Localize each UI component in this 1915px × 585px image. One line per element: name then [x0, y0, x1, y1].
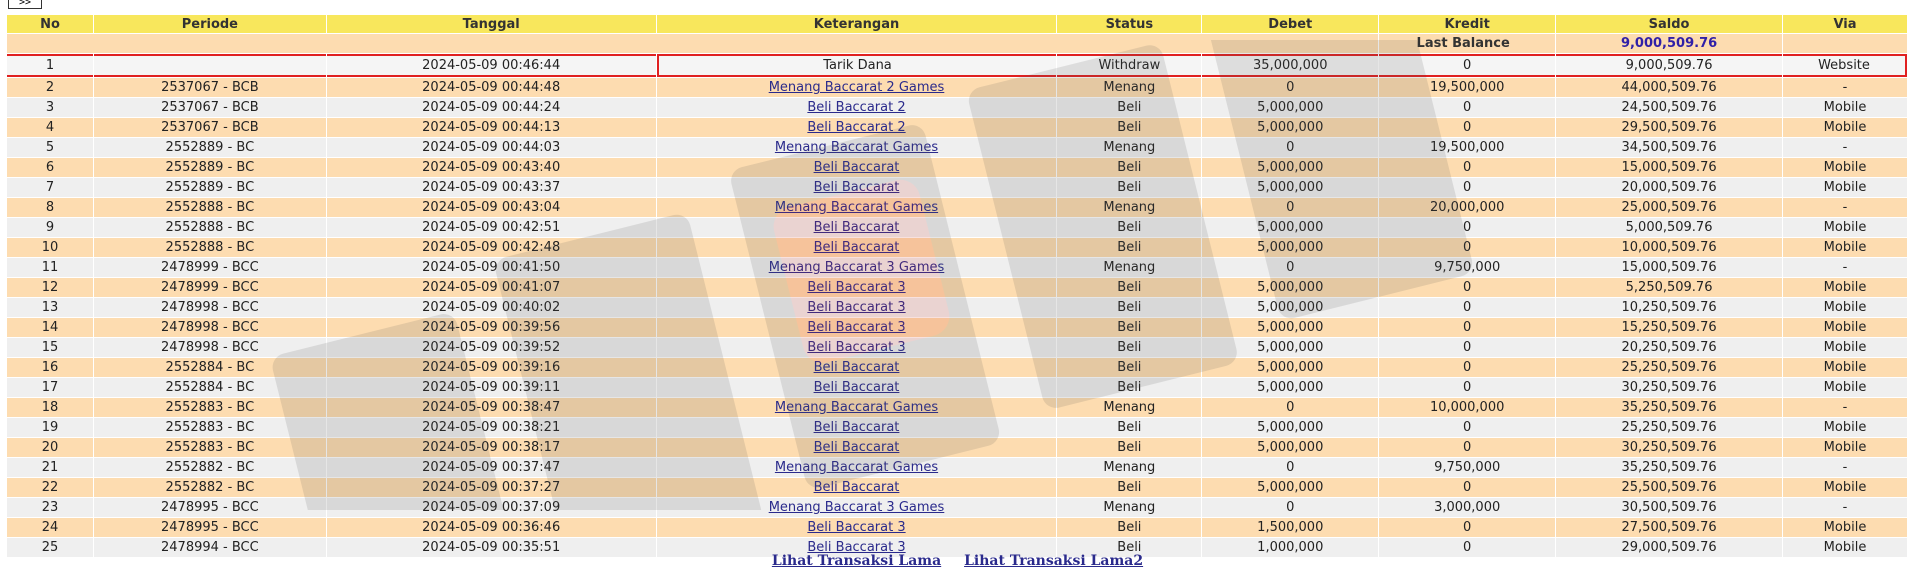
cell-debet: 0 [1202, 398, 1378, 417]
cell-debet: 0 [1202, 198, 1378, 217]
cell-status: Beli [1057, 118, 1201, 137]
cell-saldo: 30,250,509.76 [1556, 438, 1782, 457]
description-link[interactable]: Beli Baccarat 3 [807, 320, 906, 335]
col-header-status: Status [1057, 15, 1201, 33]
description-link[interactable]: Beli Baccarat 2 [807, 100, 906, 115]
cell-tanggal: 2024-05-09 00:43:04 [327, 198, 656, 217]
cell-debet: 5,000,000 [1202, 178, 1378, 197]
cell-tanggal: 2024-05-09 00:42:51 [327, 218, 656, 237]
description-link[interactable]: Menang Baccarat 3 Games [768, 260, 945, 275]
cell-status: Menang [1057, 398, 1201, 417]
cell-kredit: 19,500,000 [1379, 138, 1555, 157]
cell-ket [657, 338, 1057, 357]
cell-saldo: 30,250,509.76 [1556, 378, 1782, 397]
cell-via: Mobile [1783, 298, 1907, 317]
cell-status: Menang [1057, 138, 1201, 157]
col-header-no: No [7, 15, 93, 33]
col-header-saldo: Saldo [1556, 15, 1782, 33]
cell-no: 18 [7, 398, 93, 417]
cell-periode [94, 54, 326, 77]
cell-debet: 5,000,000 [1202, 438, 1378, 457]
cell-debet: 5,000,000 [1202, 118, 1378, 137]
table-row [7, 238, 1907, 257]
cell-saldo: 25,500,509.76 [1556, 478, 1782, 497]
cell-periode: 2478999 - BCC [94, 258, 326, 277]
cell-periode: 2478995 - BCC [94, 518, 326, 537]
cell-no: 25 [7, 538, 93, 557]
cell-debet: 5,000,000 [1202, 218, 1378, 237]
description-link[interactable]: Menang Baccarat Games [774, 460, 939, 475]
transaction-table [6, 14, 1908, 558]
cell-no: 20 [7, 438, 93, 457]
cell-periode: 2552889 - BC [94, 158, 326, 177]
cell-no: 16 [7, 358, 93, 377]
cell-no: 15 [7, 338, 93, 357]
cell-saldo: 9,000,509.76 [1556, 54, 1782, 77]
cell-status: Beli [1057, 338, 1201, 357]
cell-no: 19 [7, 418, 93, 437]
cell-via: Mobile [1783, 358, 1907, 377]
cell-kredit: 0 [1379, 178, 1555, 197]
cell-debet: 5,000,000 [1202, 238, 1378, 257]
cell-saldo: 27,500,509.76 [1556, 518, 1782, 537]
cell-periode: 2478994 - BCC [94, 538, 326, 557]
cell-debet: 0 [1202, 498, 1378, 517]
cell-ket [657, 438, 1057, 457]
cell-debet: 5,000,000 [1202, 318, 1378, 337]
cell-ket [657, 518, 1057, 537]
description-link[interactable]: Beli Baccarat [813, 160, 900, 175]
cell-no: 17 [7, 378, 93, 397]
cell-status: Beli [1057, 438, 1201, 457]
table-row [7, 318, 1907, 337]
cell-kredit: 19,500,000 [1379, 78, 1555, 97]
cell-status: Beli [1057, 178, 1201, 197]
description-link[interactable]: Beli Baccarat [813, 480, 900, 495]
cell-debet: 0 [1202, 78, 1378, 97]
cell-kredit: 0 [1379, 218, 1555, 237]
cell-status: Menang [1057, 258, 1201, 277]
cell-periode: 2552882 - BC [94, 478, 326, 497]
cell-ket [657, 478, 1057, 497]
cell-status: Beli [1057, 358, 1201, 377]
cell-periode: 2552884 - BC [94, 378, 326, 397]
cell-ket [657, 458, 1057, 477]
cell-debet: 5,000,000 [1202, 298, 1378, 317]
cell-saldo: 34,500,509.76 [1556, 138, 1782, 157]
cell-via: Mobile [1783, 278, 1907, 297]
cell-status: Menang [1057, 458, 1201, 477]
cell-no: 24 [7, 518, 93, 537]
cell-status: Beli [1057, 298, 1201, 317]
cell-kredit: 0 [1379, 438, 1555, 457]
cell-saldo: 29,500,509.76 [1556, 118, 1782, 137]
cell-via: Mobile [1783, 118, 1907, 137]
cell-no: 7 [7, 178, 93, 197]
cell-kredit: 0 [1379, 158, 1555, 177]
cell-debet: 0 [1202, 458, 1378, 477]
cell-ket [657, 118, 1057, 137]
cell-kredit: 0 [1379, 418, 1555, 437]
cell-ket [657, 138, 1057, 157]
cell-status: Beli [1057, 538, 1201, 557]
cell-kredit: 0 [1379, 478, 1555, 497]
cell-via: - [1783, 258, 1907, 277]
cell-via: - [1783, 198, 1907, 217]
cell-via: Mobile [1783, 318, 1907, 337]
cell-status: Beli [1057, 518, 1201, 537]
table-row [7, 278, 1907, 297]
cell-debet: 5,000,000 [1202, 378, 1378, 397]
col-header-keterangan: Keterangan [657, 15, 1057, 33]
description-link[interactable]: Beli Baccarat [813, 180, 900, 195]
last-balance-label: Last Balance [1379, 34, 1555, 53]
description-link[interactable]: Menang Baccarat Games [774, 140, 939, 155]
description-link[interactable]: Beli Baccarat 3 [807, 280, 906, 295]
cell-via: Mobile [1783, 178, 1907, 197]
cell-via: Mobile [1783, 338, 1907, 357]
cell-via: Website [1783, 54, 1907, 77]
cell-status: Withdraw [1057, 54, 1201, 77]
description-link[interactable]: Beli Baccarat 3 [807, 340, 906, 355]
cell-no: 23 [7, 498, 93, 517]
cell-ket [657, 418, 1057, 437]
cell-status: Beli [1057, 478, 1201, 497]
cell-status: Beli [1057, 418, 1201, 437]
cell-no: 2 [7, 78, 93, 97]
cell-periode: 2552882 - BC [94, 458, 326, 477]
table-row [7, 198, 1907, 217]
cell-status: Beli [1057, 98, 1201, 117]
cell-ket [657, 218, 1057, 237]
table-row [7, 178, 1907, 197]
col-header-tanggal: Tanggal [327, 15, 656, 33]
description-link[interactable]: Menang Baccarat Games [774, 200, 939, 215]
cell-ket: Tarik Dana [657, 54, 1057, 77]
cell-kredit: 0 [1379, 54, 1555, 77]
cell-ket [657, 178, 1057, 197]
cell-periode: 2478998 - BCC [94, 298, 326, 317]
cell-saldo: 44,000,509.76 [1556, 78, 1782, 97]
cell-ket [657, 298, 1057, 317]
cell-tanggal: 2024-05-09 00:46:44 [327, 54, 656, 77]
cell-saldo: 29,000,509.76 [1556, 538, 1782, 557]
cell-status: Menang [1057, 198, 1201, 217]
cell-saldo: 5,000,509.76 [1556, 218, 1782, 237]
cell-no: 22 [7, 478, 93, 497]
old-transactions-link[interactable]: Lihat Transaksi Lama [771, 553, 942, 569]
cell-tanggal: 2024-05-09 00:37:09 [327, 498, 656, 517]
cell-tanggal: 2024-05-09 00:43:40 [327, 158, 656, 177]
cell-ket [657, 378, 1057, 397]
table-row [7, 338, 1907, 357]
cell-status: Menang [1057, 498, 1201, 517]
cell-kredit: 9,750,000 [1379, 458, 1555, 477]
cell-periode: 2537067 - BCB [94, 118, 326, 137]
cell-via: Mobile [1783, 218, 1907, 237]
cell-debet: 5,000,000 [1202, 158, 1378, 177]
cell-tanggal: 2024-05-09 00:44:13 [327, 118, 656, 137]
cell-no: 1 [7, 54, 93, 77]
cell-tanggal: 2024-05-09 00:37:47 [327, 458, 656, 477]
table-row [7, 98, 1907, 117]
cell-tanggal: 2024-05-09 00:36:46 [327, 518, 656, 537]
cell-no: 5 [7, 138, 93, 157]
cell-kredit: 0 [1379, 538, 1555, 557]
cell-no: 12 [7, 278, 93, 297]
cell-tanggal: 2024-05-09 00:44:48 [327, 78, 656, 97]
cell-kredit: 9,750,000 [1379, 258, 1555, 277]
cell-saldo: 10,250,509.76 [1556, 298, 1782, 317]
table-row [7, 118, 1907, 137]
cell-tanggal: 2024-05-09 00:39:11 [327, 378, 656, 397]
cell-periode: 2552883 - BC [94, 398, 326, 417]
cell-periode: 2552889 - BC [94, 138, 326, 157]
cell-kredit: 0 [1379, 378, 1555, 397]
cell-via: Mobile [1783, 438, 1907, 457]
cell-ket [657, 198, 1057, 217]
cell-kredit: 20,000,000 [1379, 198, 1555, 217]
cell-kredit: 0 [1379, 318, 1555, 337]
cell-periode: 2478995 - BCC [94, 498, 326, 517]
cell-no: 6 [7, 158, 93, 177]
table-row [7, 458, 1907, 477]
cell-via: Mobile [1783, 478, 1907, 497]
cell-no: 3 [7, 98, 93, 117]
cell-saldo: 25,250,509.76 [1556, 418, 1782, 437]
cell-debet: 5,000,000 [1202, 278, 1378, 297]
cell-periode: 2552883 - BC [94, 418, 326, 437]
description-link[interactable]: Beli Baccarat [813, 240, 900, 255]
description-link[interactable]: Beli Baccarat 3 [807, 540, 906, 555]
description-link[interactable]: Beli Baccarat [813, 440, 900, 455]
cell-tanggal: 2024-05-09 00:44:03 [327, 138, 656, 157]
cell-no: 13 [7, 298, 93, 317]
nav-forward-button[interactable]: >> [8, 0, 42, 9]
cell-kredit: 3,000,000 [1379, 498, 1555, 517]
cell-tanggal: 2024-05-09 00:37:27 [327, 478, 656, 497]
table-row [7, 378, 1907, 397]
cell-no: 21 [7, 458, 93, 477]
description-link[interactable]: Menang Baccarat 3 Games [768, 500, 945, 515]
cell-via: Mobile [1783, 98, 1907, 117]
cell-saldo: 25,250,509.76 [1556, 358, 1782, 377]
last-balance-row [7, 34, 1907, 53]
cell-status: Beli [1057, 238, 1201, 257]
cell-via: Mobile [1783, 158, 1907, 177]
cell-kredit: 0 [1379, 298, 1555, 317]
description-link[interactable]: Beli Baccarat [813, 220, 900, 235]
table-row [7, 358, 1907, 377]
cell-ket [657, 398, 1057, 417]
table-row [7, 518, 1907, 537]
cell-via: - [1783, 78, 1907, 97]
cell-periode: 2552889 - BC [94, 178, 326, 197]
cell-saldo: 24,500,509.76 [1556, 98, 1782, 117]
cell-tanggal: 2024-05-09 00:44:24 [327, 98, 656, 117]
cell-periode: 2552888 - BC [94, 238, 326, 257]
table-row [7, 54, 1907, 77]
description-link[interactable]: Menang Baccarat Games [774, 400, 939, 415]
cell-ket [657, 258, 1057, 277]
cell-tanggal: 2024-05-09 00:41:50 [327, 258, 656, 277]
cell-periode: 2537067 - BCB [94, 98, 326, 117]
description-link[interactable]: Beli Baccarat [813, 360, 900, 375]
cell-via: Mobile [1783, 538, 1907, 557]
cell-saldo: 20,000,509.76 [1556, 178, 1782, 197]
cell-debet: 5,000,000 [1202, 478, 1378, 497]
cell-periode: 2552888 - BC [94, 198, 326, 217]
cell-no: 8 [7, 198, 93, 217]
table-row [7, 498, 1907, 517]
cell-status: Menang [1057, 78, 1201, 97]
cell-kredit: 0 [1379, 118, 1555, 137]
cell-via: - [1783, 398, 1907, 417]
table-row [7, 418, 1907, 437]
cell-ket [657, 358, 1057, 377]
cell-ket [657, 158, 1057, 177]
cell-tanggal: 2024-05-09 00:38:21 [327, 418, 656, 437]
last-balance-value: 9,000,509.76 [1556, 34, 1782, 53]
cell-kredit: 0 [1379, 278, 1555, 297]
cell-kredit: 10,000,000 [1379, 398, 1555, 417]
description-link[interactable]: Menang Baccarat 2 Games [768, 80, 945, 95]
cell-status: Beli [1057, 158, 1201, 177]
cell-debet: 5,000,000 [1202, 358, 1378, 377]
cell-ket [657, 278, 1057, 297]
cell-status: Beli [1057, 318, 1201, 337]
col-header-debet: Debet [1202, 15, 1378, 33]
cell-tanggal: 2024-05-09 00:41:07 [327, 278, 656, 297]
cell-kredit: 0 [1379, 98, 1555, 117]
cell-via: - [1783, 458, 1907, 477]
cell-saldo: 5,250,509.76 [1556, 278, 1782, 297]
table-row [7, 298, 1907, 317]
cell-tanggal: 2024-05-09 00:39:56 [327, 318, 656, 337]
cell-periode: 2478998 - BCC [94, 338, 326, 357]
col-header-periode: Periode [94, 15, 326, 33]
cell-tanggal: 2024-05-09 00:39:52 [327, 338, 656, 357]
cell-saldo: 30,500,509.76 [1556, 498, 1782, 517]
cell-no: 10 [7, 238, 93, 257]
cell-saldo: 15,000,509.76 [1556, 258, 1782, 277]
cell-debet: 0 [1202, 138, 1378, 157]
cell-ket [657, 498, 1057, 517]
cell-via: Mobile [1783, 378, 1907, 397]
cell-via: Mobile [1783, 518, 1907, 537]
table-row [7, 438, 1907, 457]
cell-saldo: 35,250,509.76 [1556, 458, 1782, 477]
cell-tanggal: 2024-05-09 00:35:51 [327, 538, 656, 557]
cell-no: 4 [7, 118, 93, 137]
footer-links [0, 553, 1915, 569]
col-header-via: Via [1783, 15, 1907, 33]
cell-debet: 35,000,000 [1202, 54, 1378, 77]
cell-debet: 1,000,000 [1202, 538, 1378, 557]
table-row [7, 78, 1907, 97]
cell-tanggal: 2024-05-09 00:40:02 [327, 298, 656, 317]
cell-no: 11 [7, 258, 93, 277]
cell-status: Beli [1057, 218, 1201, 237]
table-row [7, 158, 1907, 177]
cell-via: - [1783, 138, 1907, 157]
description-link[interactable]: Beli Baccarat 3 [807, 520, 906, 535]
cell-ket [657, 238, 1057, 257]
cell-periode: 2537067 - BCB [94, 78, 326, 97]
cell-debet: 1,500,000 [1202, 518, 1378, 537]
cell-ket [657, 98, 1057, 117]
cell-tanggal: 2024-05-09 00:38:47 [327, 398, 656, 417]
description-link[interactable]: Beli Baccarat 2 [807, 120, 906, 135]
cell-debet: 5,000,000 [1202, 338, 1378, 357]
cell-periode: 2478999 - BCC [94, 278, 326, 297]
cell-debet: 5,000,000 [1202, 418, 1378, 437]
cell-tanggal: 2024-05-09 00:42:48 [327, 238, 656, 257]
cell-saldo: 25,000,509.76 [1556, 198, 1782, 217]
cell-saldo: 15,250,509.76 [1556, 318, 1782, 337]
table-row [7, 398, 1907, 417]
cell-no: 14 [7, 318, 93, 337]
description-link[interactable]: Beli Baccarat [813, 420, 900, 435]
cell-debet: 5,000,000 [1202, 98, 1378, 117]
cell-kredit: 0 [1379, 518, 1555, 537]
cell-saldo: 20,250,509.76 [1556, 338, 1782, 357]
cell-saldo: 15,000,509.76 [1556, 158, 1782, 177]
cell-tanggal: 2024-05-09 00:39:16 [327, 358, 656, 377]
cell-periode: 2552884 - BC [94, 358, 326, 377]
cell-kredit: 0 [1379, 358, 1555, 377]
old-transactions-2-link[interactable]: Lihat Transaksi Lama2 [964, 553, 1144, 569]
cell-saldo: 10,000,509.76 [1556, 238, 1782, 257]
cell-periode: 2552883 - BC [94, 438, 326, 457]
cell-tanggal: 2024-05-09 00:38:17 [327, 438, 656, 457]
cell-via: Mobile [1783, 418, 1907, 437]
cell-saldo: 35,250,509.76 [1556, 398, 1782, 417]
cell-tanggal: 2024-05-09 00:43:37 [327, 178, 656, 197]
cell-kredit: 0 [1379, 338, 1555, 357]
cell-debet: 0 [1202, 258, 1378, 277]
description-link[interactable]: Beli Baccarat [813, 380, 900, 395]
cell-periode: 2478998 - BCC [94, 318, 326, 337]
table-row [7, 478, 1907, 497]
cell-ket [657, 78, 1057, 97]
col-header-kredit: Kredit [1379, 15, 1555, 33]
cell-kredit: 0 [1379, 238, 1555, 257]
table-row [7, 218, 1907, 237]
cell-no: 9 [7, 218, 93, 237]
cell-status: Beli [1057, 278, 1201, 297]
table-row [7, 138, 1907, 157]
table-row [7, 258, 1907, 277]
table-header-row [7, 15, 1907, 33]
cell-via: - [1783, 498, 1907, 517]
cell-periode: 2552888 - BC [94, 218, 326, 237]
cell-via: Mobile [1783, 238, 1907, 257]
description-link[interactable]: Beli Baccarat 3 [807, 300, 906, 315]
cell-status: Beli [1057, 378, 1201, 397]
cell-ket [657, 318, 1057, 337]
